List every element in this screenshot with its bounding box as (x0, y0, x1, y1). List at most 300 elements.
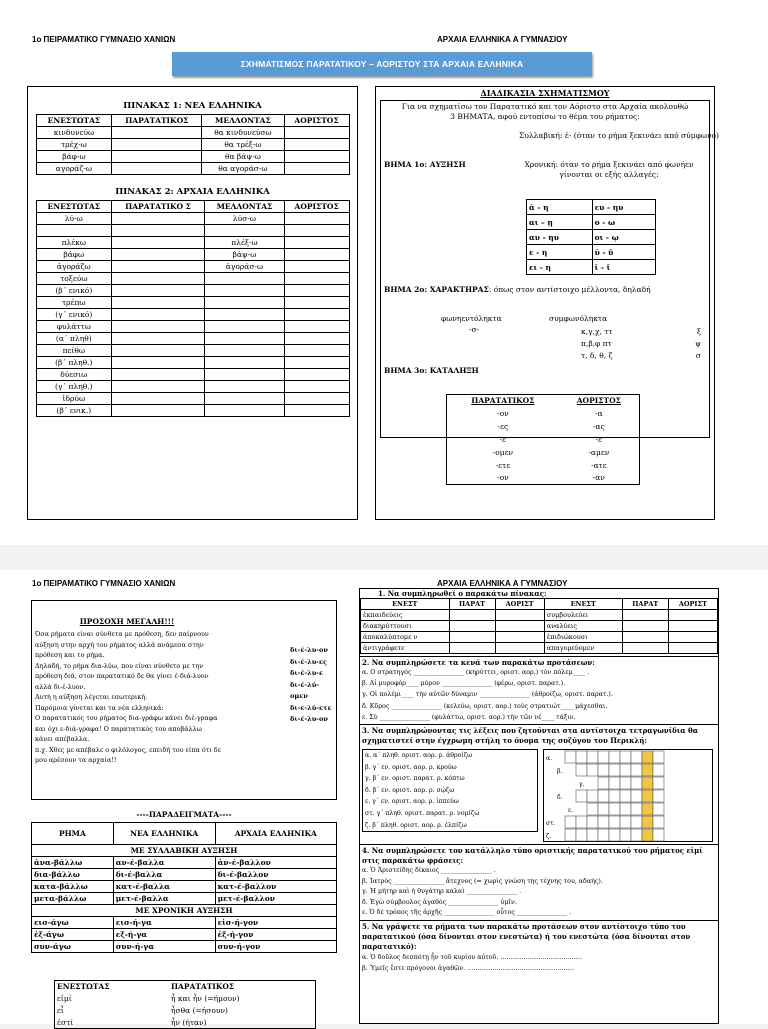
highlight-cell[interactable] (642, 751, 653, 763)
answer-cell[interactable] (112, 213, 205, 225)
example-cell: εισ-άγω (32, 917, 114, 929)
table-row (55, 1005, 316, 1017)
grid-cell[interactable] (620, 777, 631, 789)
answer-cell[interactable] (622, 643, 668, 654)
grid-cell[interactable] (620, 816, 631, 828)
table-cell: τρέχ-ω (36, 139, 112, 151)
example-cell: κατ-έ-βαλλον (215, 881, 336, 893)
grid-row-label: ε. (568, 807, 574, 815)
example-cell: κατ-έ-βαλλα (113, 881, 215, 893)
grid-row-label: γ. (579, 781, 585, 789)
table-cell: πλέκω (36, 237, 112, 249)
example-cell: μετ-έ-βαλλον (215, 893, 336, 905)
answer-cell[interactable] (284, 237, 349, 249)
answer-cell[interactable] (205, 309, 285, 321)
table-row (36, 369, 349, 381)
table-row (447, 407, 640, 420)
example-cell: κατα-βάλλω (32, 881, 114, 893)
ex2-line[interactable]: β. Αἱ μυροφόρ____ μύρον ________________ (φέρω, οριστ. παρατ.). (362, 680, 566, 688)
table-row (36, 357, 349, 369)
example-cell: συν-ή-γον (215, 941, 336, 953)
example-cell: δια-βάλλω (32, 869, 114, 881)
consonant-stem-rows (581, 326, 701, 362)
header-row (55, 981, 316, 993)
answer-cell[interactable] (449, 632, 495, 643)
attention-line: Ο παρατατικός του ρήματος δια-γράφω κάνει διέ-γραφα (35, 714, 218, 722)
table-row (361, 643, 718, 654)
column-header: ΠΑΡΑΤΑΤΙΚΟ Σ (112, 201, 205, 213)
answer-cell[interactable] (622, 632, 668, 643)
grid-cell[interactable] (587, 803, 598, 815)
table-row (36, 309, 349, 321)
section-row (32, 905, 337, 917)
example-cell: εξ-ή-γα (113, 929, 215, 941)
answer-cell[interactable] (112, 393, 205, 405)
grid-cell[interactable] (587, 751, 598, 763)
grid-cell[interactable] (609, 803, 620, 815)
column-header: ΝΕΑ ΕΛΛΗΝΙΚΑ (113, 823, 215, 845)
consonant-result: ψ (695, 339, 701, 348)
grid-cell[interactable] (631, 829, 642, 841)
attention-side-forms (290, 645, 336, 726)
table-row (447, 472, 640, 485)
grid-row-label: α. (546, 755, 552, 763)
highlight-cell[interactable] (642, 777, 653, 789)
highlight-cell[interactable] (642, 790, 653, 802)
answer-cell[interactable] (112, 369, 205, 381)
table-cell: (γ΄ πληθ.) (36, 381, 112, 393)
consonant-group: π,β,φ πτ (581, 339, 612, 348)
attention-line: αλλά δι-έ-λυον. (35, 682, 86, 691)
answer-cell[interactable] (495, 643, 544, 654)
eimi-present: ἐστί (57, 1017, 74, 1027)
answer-cell[interactable] (205, 393, 285, 405)
grid-cell[interactable] (631, 777, 642, 789)
table-row (36, 381, 349, 393)
grid-cell[interactable] (587, 790, 598, 802)
procedure-panel (375, 86, 719, 520)
table-row (527, 215, 656, 230)
grid-cell[interactable] (576, 829, 587, 841)
answer-cell[interactable] (112, 237, 205, 249)
answer-cell[interactable] (668, 643, 717, 654)
answer-cell[interactable] (284, 225, 349, 237)
grid-cell[interactable] (620, 829, 631, 841)
answer-cell[interactable] (205, 345, 285, 357)
answer-cell[interactable] (284, 405, 349, 417)
table-cell: δύεσιω (36, 369, 112, 381)
highlight-cell[interactable] (642, 803, 653, 815)
table-cell: (β΄ ενικό) (36, 285, 112, 297)
step2-row: ΒΗΜΑ 2ο: ΧΑΡΑΚΤΗΡΑΣ: όπως στον αντίστοιχο μέλλοντα, δηλαδή (384, 285, 651, 294)
table-row (36, 249, 349, 261)
answer-cell[interactable] (205, 369, 285, 381)
ex3-title: 3. Να συμπληρώνοντας τις λέξεις που ζητούνται στα αντίστοιχα τετραγωνίδια θα σχηματιστεί στην έγχρωμη στήλη το όνομα της συζύγου του Περικλή: (362, 726, 699, 746)
grid-cell[interactable] (653, 816, 664, 828)
table-cell: ἀποκαλύπτομε ν (361, 632, 450, 643)
answer-cell[interactable] (284, 163, 349, 175)
attention-line: και όχι ε-διά-γραφα! Ο παρατατικός του αποβάλλω (35, 724, 202, 733)
example-cell: συν-ή-γα (113, 941, 215, 953)
clue-line: γ. β΄ εν. οριστ. παρατ. ρ. κόπτω (365, 775, 465, 783)
ex4-line[interactable]: ε. Ὁ δὲ τρόπος τῆς ἀρχῆς ________________ οὗτος ________________ . (362, 909, 572, 917)
ending-cell: -ε (595, 434, 603, 444)
eimi-imperfect: ἦ και ἦν (=ήμουν) (170, 994, 240, 1003)
answer-cell[interactable] (112, 261, 205, 273)
answer-cell[interactable] (205, 297, 285, 309)
example-cell: ἀνα-βάλλω (32, 857, 114, 869)
table-cell: αγοράζ-ω (36, 163, 112, 175)
ex5-line[interactable]: α. Ὁ δοῦλος δεσπότῃ ἦν τοῦ κυρίου αὐτοῦ. ………………………………… (362, 953, 583, 961)
answer-cell[interactable] (205, 321, 285, 333)
table-row (527, 230, 656, 245)
grid-cell[interactable] (576, 816, 587, 828)
table-row (36, 297, 349, 309)
ex1-title: 1. Να συμπληρωθεί ο παρακάτω πίνακας: (378, 589, 547, 598)
ex4-line[interactable]: γ. Ἡ μήτηρ καὶ ἡ θυγάτηρ καλαὶ ________________ . (362, 888, 522, 896)
grid-cell[interactable] (576, 764, 587, 776)
answer-cell[interactable] (284, 321, 349, 333)
answer-cell[interactable] (284, 369, 349, 381)
attention-line: Δηλαδή, το ρήμα δια-λύω, που είναι σύνθετο με την (35, 661, 204, 670)
table-cell: αναλύεις (544, 621, 622, 632)
clue-line: ε. γ΄ εν. οριστ. αορ. ρ. ἱππεύω (365, 798, 459, 806)
answer-cell[interactable] (112, 127, 202, 139)
grid-cell[interactable] (609, 764, 620, 776)
grid-cell[interactable] (653, 751, 664, 763)
highlight-cell[interactable] (642, 764, 653, 776)
grid-cell[interactable] (598, 816, 609, 828)
table-row (447, 446, 640, 459)
grid-cell[interactable] (598, 777, 609, 789)
table2-title: ΠΙΝΑΚΑΣ 2: ΑΡΧΑΙΑ ΕΛΛΗΝΙΚΑ (115, 187, 270, 197)
answer-cell[interactable] (668, 610, 717, 621)
grid-cell[interactable] (565, 816, 576, 828)
table-row (36, 285, 349, 297)
table-row (36, 225, 349, 237)
answer-cell[interactable] (112, 333, 205, 345)
grid-cell[interactable] (565, 829, 576, 841)
column-header: ΠΑΡΑΤΑΤΙΚΟΣ (170, 982, 235, 992)
table-row (36, 345, 349, 357)
answer-cell[interactable] (284, 333, 349, 345)
attention-line: πρόθεση διά, στον παρατατικό δε θα γίνει ἐ-διά-λυον (35, 672, 209, 680)
example-cell: μετα-βάλλω (32, 893, 114, 905)
vowel-change-cell: αι – ῃ (527, 215, 593, 230)
ex2-section (360, 656, 718, 724)
grid-cell[interactable] (631, 803, 642, 815)
attention-line: Παρόμοια γίνεται και τα νέα ελληνικά: (35, 703, 164, 712)
table-cell: βάφ-ω (36, 151, 112, 163)
vowel-change-cell: αυ - ηυ (527, 230, 593, 245)
tables-panel (27, 86, 358, 520)
answer-cell[interactable] (284, 261, 349, 273)
grid-cell[interactable] (576, 790, 587, 802)
grid-cell[interactable] (653, 790, 664, 802)
column-header: ΕΝΕΣΤ (544, 599, 622, 610)
grid-cell[interactable] (587, 816, 598, 828)
answer-cell[interactable] (449, 621, 495, 632)
vowel-change-cell: ῠ - ῡ (592, 245, 655, 260)
ex2-line[interactable]: α. Ο στρατηγός ________________ (κηρύττει, οριστ. αορ.) τὸν πόλεμ____ . (362, 669, 590, 676)
example-cell: εισ-ή-γα (113, 917, 215, 929)
answer-cell[interactable] (205, 381, 285, 393)
answer-cell[interactable] (112, 405, 205, 417)
table-row (447, 459, 640, 472)
table-row (361, 621, 718, 632)
grid-row-label: δ. (557, 794, 563, 802)
side-form: δι-ε-λύ-ετε (290, 703, 332, 712)
answer-cell[interactable] (112, 225, 205, 237)
answer-cell[interactable] (668, 632, 717, 643)
school-name-2: 1ο ΠΕΙΡΑΜΑΤΙΚΟ ΓΥΜΝΑΣΙΟ ΧΑΝΙΩΝ (32, 579, 176, 588)
ex2-line[interactable]: ε. Σὺ ________________ (φυλάττω, οριστ. αορ.) τὴν τῶν νέ____ τάξιν. (362, 713, 576, 721)
table-cell: θα κινδυνεύσω (202, 127, 284, 139)
grid-cell[interactable] (598, 764, 609, 776)
column-header: ΡΗΜΑ (32, 823, 114, 845)
answer-cell[interactable] (284, 309, 349, 321)
grid-cell[interactable] (609, 777, 620, 789)
answer-cell[interactable] (205, 405, 285, 417)
answer-cell[interactable] (112, 163, 202, 175)
worksheet-page-2 (0, 570, 768, 1027)
table-cell: τοξεύω (36, 273, 112, 285)
grid-cell[interactable] (609, 790, 620, 802)
procedure-inner-box (380, 100, 719, 438)
ex4-line[interactable]: β. Ἰατρὸς ________________ ἄτεχνος (= χωρὶς γνώση της τέχνης του, αδαής). (362, 877, 603, 885)
table-row (32, 917, 337, 929)
table-cell: ἀντιγράφετε (361, 643, 450, 654)
table-row (447, 420, 640, 433)
grid-cell[interactable] (620, 764, 631, 776)
answer-cell[interactable] (495, 621, 544, 632)
grid-cell[interactable] (653, 829, 664, 841)
grid-cell[interactable] (598, 803, 609, 815)
grid-cell[interactable] (631, 790, 642, 802)
grid-cell[interactable] (565, 751, 576, 763)
clue-line: στ. γ΄ πληθ. οριστ. παρατ. ρ. νομίζω (365, 809, 480, 817)
answer-cell[interactable] (112, 297, 205, 309)
clue-line: α. α΄ πληθ. οριστ. αορ. ρ. ἀθροίζω (365, 752, 473, 760)
answer-cell[interactable] (112, 309, 205, 321)
ending-cell: -αν (592, 473, 605, 483)
attention-title: ΠΡΟΣΟΧΗ ΜΕΓΑΛΗ!!! (79, 617, 175, 626)
answer-cell[interactable] (112, 381, 205, 393)
table-cell: (γ΄ ενικό) (36, 309, 112, 321)
grid-cell[interactable] (653, 777, 664, 789)
answer-cell[interactable] (495, 610, 544, 621)
answer-cell[interactable] (284, 357, 349, 369)
ex5-line[interactable]: β. Ὑμεῖς ἔστε πρόγονοι ἀγαθῶν. …………………………………………… (362, 964, 575, 972)
column-header: ΕΝΕΣΤ (361, 599, 450, 610)
consonant-row (581, 338, 701, 350)
ex3-section (360, 724, 718, 844)
table-cell: πλέξ-ω (205, 237, 285, 249)
ending-cell: -αμεν (588, 447, 610, 457)
answer-cell[interactable] (112, 249, 205, 261)
answer-cell[interactable] (205, 285, 285, 297)
grid-cell[interactable] (631, 764, 642, 776)
table-row (36, 163, 349, 175)
grid-cell[interactable] (620, 803, 631, 815)
ex4-line[interactable]: α. Ὁ Ἀριστείδης δίκαιος ________________ . (362, 867, 496, 875)
vowel-stem-ending: -σ- (469, 325, 480, 334)
ex4-line[interactable]: δ. Ἐγὼ σύμβουλος ἀγαθὸς ________________ ὑμῖν. (362, 898, 517, 906)
answer-cell[interactable] (205, 357, 285, 369)
ending-cell: -ον (497, 473, 509, 483)
table-cell: ἀγοράσ-ω (205, 261, 285, 273)
ex2-line[interactable]: γ. Οἱ πολέμι____ τὴν αὐτῶν δύναμιν ________________ (ἀθροίζω, οριστ. παρατ.). (362, 691, 613, 699)
clue-line: β. γ΄ εν. οριστ. αορ. ρ. κρούω (365, 763, 457, 771)
page-title-banner: ΣΧΗΜΑΤΙΣΜΟΣ ΠΑΡΑΤΑΤΙΚΟΥ – ΑΟΡΙΣΤΟΥ ΣΤΑ ΑΡΧΑΙΑ ΕΛΛΗΝΙΚΑ (172, 52, 592, 76)
ex5-section (360, 920, 718, 975)
attention-line: Αυτή η αύξηση λέγεται εσωτερική. (35, 693, 148, 701)
grid-cell[interactable] (620, 751, 631, 763)
answer-cell[interactable] (284, 249, 349, 261)
attention-line: π.χ. Χθες με απέβαλε ο φιλόλογος, επειδή του είπα ότι δε (35, 745, 221, 754)
answer-cell[interactable] (112, 357, 205, 369)
grid-cell[interactable] (609, 816, 620, 828)
ex5-lines (362, 952, 716, 974)
answer-cell[interactable] (284, 213, 349, 225)
answer-cell[interactable] (284, 381, 349, 393)
grid-cell[interactable] (576, 751, 587, 763)
example-cell: δι-έ-βαλλα (113, 869, 215, 881)
table-row (36, 333, 349, 345)
table-row (32, 881, 337, 893)
grid-row-label: στ. (546, 820, 556, 828)
ex2-lines (362, 667, 716, 723)
answer-cell[interactable] (284, 139, 349, 151)
table-row (361, 632, 718, 643)
ex5-title: 5. Να γράψετε τα ρήματα των παρακάτω προτάσεων στον αντίστοιχο τύπο του παρατατικού (όσα δίνονται στον ενεστώτα) ή του ενεστώτα (όσα δίνονται στον παρατατικό): (362, 921, 691, 951)
answer-cell[interactable] (112, 273, 205, 285)
table-row (32, 941, 337, 953)
grid-cell[interactable] (587, 829, 598, 841)
answer-cell[interactable] (284, 127, 349, 139)
example-cell: αν-έ-βαλλα (113, 857, 215, 869)
ex3-clues (362, 749, 538, 832)
column-header: ΕΝΕΣΤΩΤΑΣ (36, 201, 112, 213)
highlight-cell[interactable] (642, 816, 653, 828)
vowel-change-cell: ε - η (527, 245, 593, 260)
table-row (32, 893, 337, 905)
answer-cell[interactable] (205, 273, 285, 285)
table-row (36, 151, 349, 163)
eimi-imperfect: ἦν (ήταν) (170, 1017, 207, 1027)
table-cell: τρέπω (36, 297, 112, 309)
answer-cell[interactable] (284, 273, 349, 285)
grid-cell[interactable] (609, 751, 620, 763)
examples-table (31, 822, 337, 953)
attention-text (35, 629, 285, 766)
answer-cell[interactable] (112, 151, 202, 163)
answer-cell[interactable] (495, 632, 544, 643)
answer-cell[interactable] (284, 285, 349, 297)
header-row (32, 823, 337, 845)
grid-cell[interactable] (598, 751, 609, 763)
temporal-section-title: ΜΕ ΧΡΟΝΙΚΗ ΑΥΞΗΣΗ (32, 905, 337, 917)
answer-cell[interactable] (284, 393, 349, 405)
grid-cell[interactable] (587, 764, 598, 776)
vowel-change-cell: ᾰ - η (527, 200, 593, 215)
grid-cell[interactable] (631, 751, 642, 763)
answer-cell[interactable] (668, 621, 717, 632)
answer-cell[interactable] (36, 225, 112, 237)
example-cell: μετ-έ-βαλλα (113, 893, 215, 905)
answer-cell[interactable] (284, 151, 349, 163)
answer-cell[interactable] (112, 139, 202, 151)
answer-cell[interactable] (205, 333, 285, 345)
grid-row-label: β. (557, 768, 563, 776)
answer-cell[interactable] (284, 345, 349, 357)
table-cell: βάψ-ω (205, 249, 285, 261)
syllabic-augment: Συλλαβική: ἐ- (όταν το ρήμα ξεκινάει από σύμφωνο) (519, 131, 719, 140)
column-header: ΠΑΡΑΤΑΤΙΚΟΣ (112, 115, 202, 127)
grid-cell[interactable] (653, 764, 664, 776)
crossword-grid[interactable] (543, 749, 713, 842)
ending-cell: -ατε (591, 460, 607, 470)
table-cell: βάφω (36, 249, 112, 261)
table-cell: ἐκπαιδεύεις (361, 610, 450, 621)
eimi-imperfect: ἦσθα (=ήσουν) (170, 1006, 228, 1015)
attention-box (31, 600, 337, 800)
answer-cell[interactable] (112, 285, 205, 297)
ex4-title: 4. Να συμπληρώσετε τον κατάλληλο τύπο οριστικής παρατατικού του ρήματος εἰμί στις παρακάτω φράσεις: (362, 846, 703, 866)
answer-cell[interactable] (622, 621, 668, 632)
highlight-cell[interactable] (642, 829, 653, 841)
answer-cell[interactable] (205, 225, 285, 237)
ex4-section (360, 844, 718, 920)
table-cell: πείθω (36, 345, 112, 357)
table-row (36, 273, 349, 285)
answer-cell[interactable] (284, 297, 349, 309)
consonant-row (581, 326, 701, 338)
table-row (36, 321, 349, 333)
grid-cell[interactable] (609, 829, 620, 841)
answer-cell[interactable] (622, 610, 668, 621)
grid-cell[interactable] (653, 803, 664, 815)
grid-cell[interactable] (631, 816, 642, 828)
school-name: 1ο ΠΕΙΡΑΜΑΤΙΚΟ ΓΥΜΝΑΣΙΟ ΧΑΝΙΩΝ (32, 35, 176, 44)
table-row (55, 993, 316, 1005)
grid-cell[interactable] (598, 829, 609, 841)
table-cell: (β΄ πληθ.) (36, 357, 112, 369)
exercises-panel (359, 588, 719, 1024)
side-form: δι-έ-λυ-ον (290, 715, 328, 723)
ending-cell: -ον (497, 408, 509, 418)
answer-cell[interactable] (112, 321, 205, 333)
ending-cell: -ες (497, 421, 509, 431)
table-row (55, 1017, 316, 1029)
answer-cell[interactable] (449, 610, 495, 621)
grid-cell[interactable] (598, 790, 609, 802)
table-cell: φυλάττω (36, 321, 112, 333)
column-header: ΠΑΡΑΤ (449, 599, 495, 610)
ex2-line[interactable]: δ. Κῦρος ________________ (κελεύω, οριστ. αορ.) τοὺς στρατιώτ____ μάχεσθαι. (362, 702, 608, 710)
example-cell: ἀν-έ-βαλλον (215, 857, 336, 869)
answer-cell[interactable] (112, 345, 205, 357)
table-row (32, 929, 337, 941)
ending-cell: -ε (499, 434, 507, 444)
side-form: δι-έ-λυ-ε (290, 669, 324, 677)
column-header: ΠΑΡΑΤ (622, 599, 668, 610)
grid-cell[interactable] (620, 790, 631, 802)
vowel-stem-label: φωνηεντόληκτα (441, 314, 502, 323)
header-row (36, 201, 349, 213)
header-row (36, 115, 349, 127)
answer-cell[interactable] (449, 643, 495, 654)
